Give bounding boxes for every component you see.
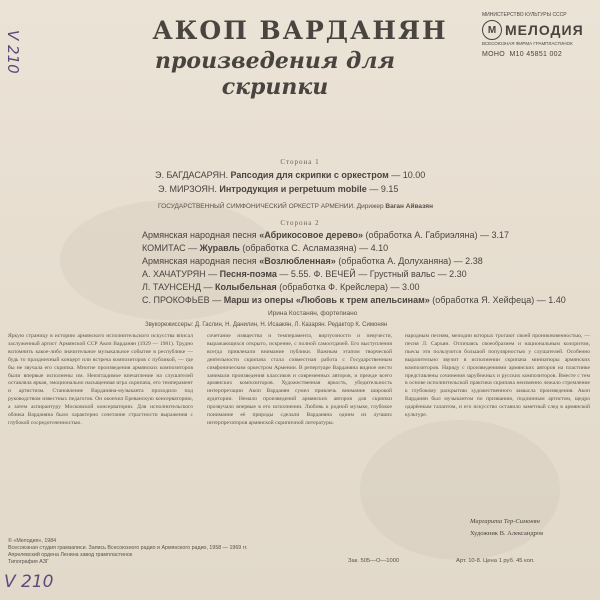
track-detail: (обработка А. Долуханяна) — 2.38 [338, 256, 483, 266]
side-1-track [158, 184, 398, 194]
liner-notes-column-1: Яркую страницу в историю армянского исполнительского искусства вписал заслуженный артист Армянской ССР Акоп Варданян (1929 — 1981). Трудно вспомнить какое-либо значительное музыкальное событие в республике — будь то праздничный концерт или встреча композиторов с публикой, — где бы не звучала его скрипка. Многие произведения армянских композиторов были впервые исполнены им. Неизгладимое впечатление на слушателей оставляла яркая, эмоционально насыщенная игра скрипача, его темперамент и артистизм. Становление Варданяна-музыканта проходило под руководством известных педагогов. Он окончил Ереванскую консерваторию, а затем аспирантуру Московской консерватории. Для исполнительского облика Варданяна было характерно сочетание страстности выражения с глубокой сосредоточенностью. [8, 333, 193, 426]
track-composer: Л. ТАУНСЕНД — [142, 282, 213, 292]
orchestra-credit [158, 203, 433, 210]
track-composer: С. ПРОКОФЬЕВ — [142, 295, 222, 305]
melodiya-logo-icon: М [482, 20, 502, 40]
artist-credit: Художник В. Александров [470, 530, 544, 537]
stain [360, 420, 560, 560]
side-1-track [155, 170, 425, 180]
format: МОНО [482, 51, 505, 58]
side-2-track [142, 295, 566, 305]
ministry-line: МИНИСТЕРСТВО КУЛЬТУРЫ СССР [482, 12, 567, 18]
track-composer: Э. МИРЗОЯН. [158, 184, 217, 194]
artist-title: АКОП ВАРДАНЯН [152, 16, 448, 45]
melodiya-logo [482, 20, 592, 40]
track-composer: Армянская народная песня [142, 256, 257, 266]
studio-line: Всесоюзная студия грамзаписи. Запись Всесоюзного радио и Армянского радио, 1958 — 1969 гг. [8, 545, 248, 551]
track-title: «Возлюбленная» [259, 256, 336, 266]
track-detail: (обработка А. Габриэляна) — 3.17 [365, 230, 509, 240]
side-2-track [142, 256, 483, 266]
track-time: — 9.15 [369, 184, 399, 194]
handwritten-mark-top: V 210 [4, 30, 22, 74]
catalog-line [482, 51, 592, 58]
printer-line: Типография АЗГ [8, 559, 49, 565]
catalog-number: М10 45851 002 [509, 51, 563, 58]
track-detail: — 5.55. Ф. ВЕЧЕЙ — Грустный вальс — 2.30 [279, 269, 467, 279]
side-2-heading: Сторона 2 [280, 219, 320, 227]
track-title: «Абрикосовое дерево» [259, 230, 363, 240]
liner-notes-column-2: сочетание изящества и темперамента, виртуозности и певучести, выражающихся открыто, искренне, с полной самоотдачей. Его выступления всегда привлекали внимание публики. Важным этапом творческой деятельности скрипача стала совместная работа с Государственным симфоническим оркестром Армении. В репертуаре Варданяна видное место занимали произведения классиков и современных авторов, и прежде всего армянских композиторов. Художественная яркость, убедительность интерпретации Акоп Варданян сумел привлечь внимание широкой аудитории. Немало произведений армянских авторов для скрипки прозвучало впервые в его исполнении. Любовь к родной музыке, глубокое понимание её природы сделали Варданяна одним из лучших интерпретаторов армянской скрипичной литературы. [207, 333, 392, 426]
orchestra-name: ГОСУДАРСТВЕННЫЙ СИМФОНИЧЕСКИЙ ОРКЕСТР АРМЕНИИ. Дирижер [158, 203, 384, 210]
engineers-credit: Звукорежиссеры: Д. Гаслин, Н. Данилин, Н. Исаакян, Л. Казарян. Редактор К. Симонян [145, 322, 388, 328]
side-1-heading: Сторона 1 [280, 158, 320, 166]
plant-line-imprint: Апрелевский ордена Ленина завод грампластинок [8, 552, 133, 558]
track-title: Интродукция и perpetuum mobile [219, 184, 367, 194]
track-detail: (обработка С. Асламазяна) — 4.10 [242, 243, 389, 253]
side-2-track [142, 269, 467, 279]
copyright-line: © «Мелодия», 1984 [8, 538, 57, 544]
track-composer: А. ХАЧАТУРЯН — [142, 269, 218, 279]
order-number: Зак. 505—О—1000 [348, 558, 400, 564]
side-2-track [142, 230, 509, 240]
accompanist-credit: Ирина Костанян, фортепиано [268, 310, 358, 317]
track-title: Рапсодия для скрипки с оркестром [230, 170, 389, 180]
album-subtitle: произведения для скрипки [155, 48, 395, 100]
liner-author: Маргарита Тер-Симонян [470, 518, 540, 525]
price-line: Арт. 10-8. Цена 1 руб. 45 коп. [456, 558, 535, 564]
track-detail: (обработка Ф. Крейслера) — 3.00 [279, 282, 420, 292]
track-detail: (обработка Я. Хейфеца) — 1.40 [432, 295, 566, 305]
imprint-block [8, 538, 338, 566]
track-composer: Э. БАГДАСАРЯН. [155, 170, 228, 180]
label-info [482, 12, 592, 58]
track-time: — 10.00 [391, 170, 426, 180]
handwritten-mark-bottom: V 210 [4, 572, 54, 592]
conductor-name: Ваган Айвазян [385, 203, 434, 210]
track-title: Марш из оперы «Любовь к трем апельсинам» [223, 295, 430, 305]
liner-notes-column-3: народным песням, мелодии которых трогают своей проникновенностью, — песня Л. Саръян. Отличаясь своеобразием и национальным колоритом, пьесы эти пользуются большой популярностью у слушателей. Особенно выразительно звучит в исполнении скрипача миниатюры армянских композиторов. Наряду с произведениями армянских авторов на пластинке представлены сочинения зарубежных и русских композиторов. Вместе с тем в основе исполнительской практики скрипача неизменно лежало стремление к глубокому раскрытию художественного замысла произведения. Акоп Варданян был музыкантом по призванию, подлинным артистом, щедро одарённым талантом, и его искусство оставило заметный след в армянской культуре. [405, 333, 590, 419]
side-2-track [142, 282, 420, 292]
track-composer: Армянская народная песня [142, 230, 257, 240]
brand-name: МЕЛОДИЯ [505, 22, 584, 38]
track-composer: КОМИТАС — [142, 243, 198, 253]
track-title: Песня-поэма [219, 269, 277, 279]
track-title: Журавль [199, 243, 240, 253]
plant-line: ВСЕСОЮЗНАЯ ФИРМА ГРАМПЛАСТИНОК [482, 41, 573, 46]
side-2-track [142, 243, 388, 253]
track-title: Колыбельная [215, 282, 277, 292]
